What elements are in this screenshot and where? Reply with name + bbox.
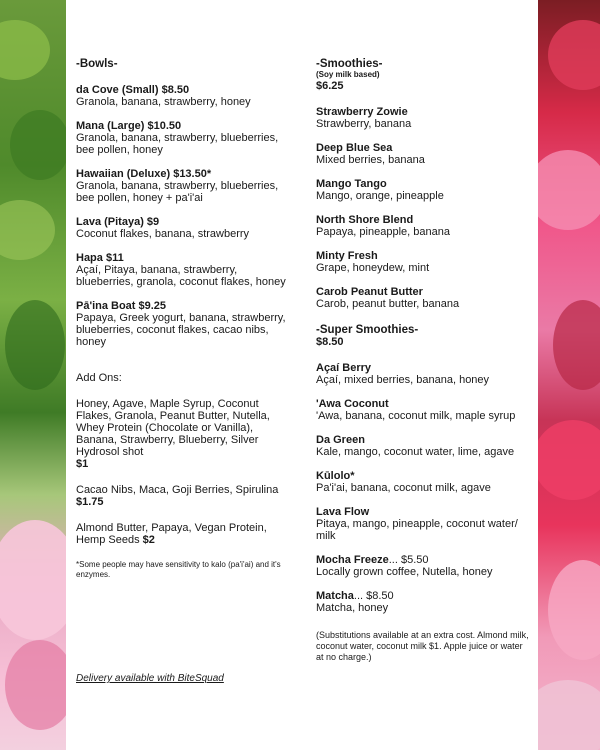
item-desc: Granola, banana, strawberry, blueberries, bee pollen, honey <box>76 132 279 156</box>
item-desc: Açaí, Pitaya, banana, strawberry, blueberries, granola, coconut flakes, honey <box>76 264 286 288</box>
item-name: Carob Peanut Butter <box>316 286 423 298</box>
flower-painting-left <box>0 0 66 750</box>
menu-item <box>76 120 291 156</box>
menu-item <box>316 590 531 614</box>
addon-desc: Cacao Nibs, Maca, Goji Berries, Spirulina <box>76 484 279 496</box>
item-name: Deep Blue Sea <box>316 142 393 154</box>
item-desc: Coconut flakes, banana, strawberry <box>76 228 250 240</box>
item-name: Mocha Freeze <box>316 554 389 566</box>
item-desc: Grape, honeydew, mint <box>316 262 430 274</box>
bowls-header: -Bowls- <box>76 58 118 70</box>
item-desc: Granola, banana, strawberry, blueberries, bee pollen, honey + pa'i'ai <box>76 180 279 204</box>
item-desc: Papaya, pineapple, banana <box>316 226 450 238</box>
item-name: Lava Flow <box>316 506 370 518</box>
addon-price: $1.75 <box>76 496 104 508</box>
addon-price: $2 <box>142 534 155 546</box>
delivery-note: Delivery available with BiteSquad <box>76 673 224 684</box>
menu-item <box>76 168 291 204</box>
menu-item <box>316 178 531 202</box>
item-name: Kūlolo* <box>316 470 355 482</box>
item-name: 'Awa Coconut <box>316 398 389 410</box>
item-name: Strawberry Zowie <box>316 106 408 118</box>
item-name: Pā'ina Boat $9.25 <box>76 300 167 312</box>
item-desc: Mango, orange, pineapple <box>316 190 444 202</box>
flower-painting-right <box>538 0 600 750</box>
item-name: Mango Tango <box>316 178 387 190</box>
smoothies-column <box>316 58 531 663</box>
item-name: Hawaiian (Deluxe) $13.50* <box>76 168 212 180</box>
menu-item <box>316 434 531 458</box>
item-desc: Pitaya, mango, pineapple, coconut water/ milk <box>316 518 518 542</box>
item-name: Da Green <box>316 434 365 446</box>
item-desc: Mixed berries, banana <box>316 154 425 166</box>
menu-item <box>316 250 531 274</box>
item-name: Hapa $11 <box>76 252 124 264</box>
item-desc: Locally grown coffee, Nutella, honey <box>316 566 493 578</box>
item-desc: Matcha, honey <box>316 602 389 614</box>
menu-item <box>316 142 531 166</box>
smoothies-header: -Smoothies- <box>316 58 383 70</box>
item-desc: Açaí, mixed berries, banana, honey <box>316 374 490 386</box>
item-desc: Papaya, Greek yogurt, banana, strawberry, blueberries, coconut flakes, cacao nibs, honey <box>76 312 286 348</box>
addon-group <box>76 484 291 508</box>
super-smoothies-price: $8.50 <box>316 336 344 348</box>
menu-item <box>316 470 531 494</box>
item-desc: 'Awa, banana, coconut milk, maple syrup <box>316 410 516 422</box>
super-smoothies-section <box>316 324 531 348</box>
super-smoothies-header: -Super Smoothies- <box>316 324 419 336</box>
menu-item <box>316 398 531 422</box>
item-name: Lava (Pitaya) $9 <box>76 216 160 228</box>
addon-desc: Honey, Agave, Maple Syrup, Coconut Flakes, Granola, Peanut Butter, Nutella, Whey Protein (Chocolate or Vanilla), Banana, Strawberry, Blueberry, Silver Hydrosol shot <box>76 398 270 458</box>
menu-item <box>316 286 531 310</box>
addon-price: $1 <box>76 458 89 470</box>
item-price: ... $8.50 <box>353 590 394 602</box>
sensitivity-note: *Some people may have sensitivity to kalo (pa'i'ai) and it's enzymes. <box>76 560 281 579</box>
item-desc: Carob, peanut butter, banana <box>316 298 460 310</box>
item-desc: Kale, mango, coconut water, lime, agave <box>316 446 515 458</box>
smoothies-price: $6.25 <box>316 80 344 92</box>
menu-item <box>316 106 531 130</box>
substitutions-note: (Substitutions available at an extra cost. Almond milk, coconut water, coconut milk $1. Apple juice or water at no charge.) <box>316 630 529 662</box>
item-name: Açaí Berry <box>316 362 372 374</box>
menu-item <box>316 506 531 542</box>
menu-item <box>316 362 531 386</box>
item-name: Minty Fresh <box>316 250 378 262</box>
menu-item <box>76 300 291 348</box>
menu-item <box>76 216 291 240</box>
item-name: North Shore Blend <box>316 214 414 226</box>
addon-group <box>76 398 291 470</box>
addons-header: Add Ons: <box>76 372 122 384</box>
bowls-column <box>76 58 291 580</box>
item-name: da Cove (Small) $8.50 <box>76 84 190 96</box>
item-price: ... $5.50 <box>388 554 429 566</box>
item-name: Mana (Large) $10.50 <box>76 120 182 132</box>
item-desc: Strawberry, banana <box>316 118 412 130</box>
addon-desc: Almond Butter, Papaya, Vegan Protein, Hemp Seeds <box>76 522 267 546</box>
menu-item <box>316 554 531 578</box>
item-desc: Granola, banana, strawberry, honey <box>76 96 251 108</box>
smoothies-subheader: (Soy milk based) <box>316 70 380 79</box>
menu-item <box>76 252 291 288</box>
item-desc: Pa'i'ai, banana, coconut milk, agave <box>316 482 491 494</box>
item-name: Matcha <box>316 590 354 602</box>
menu-item <box>76 84 291 108</box>
menu-item <box>316 214 531 238</box>
addon-group <box>76 522 291 546</box>
